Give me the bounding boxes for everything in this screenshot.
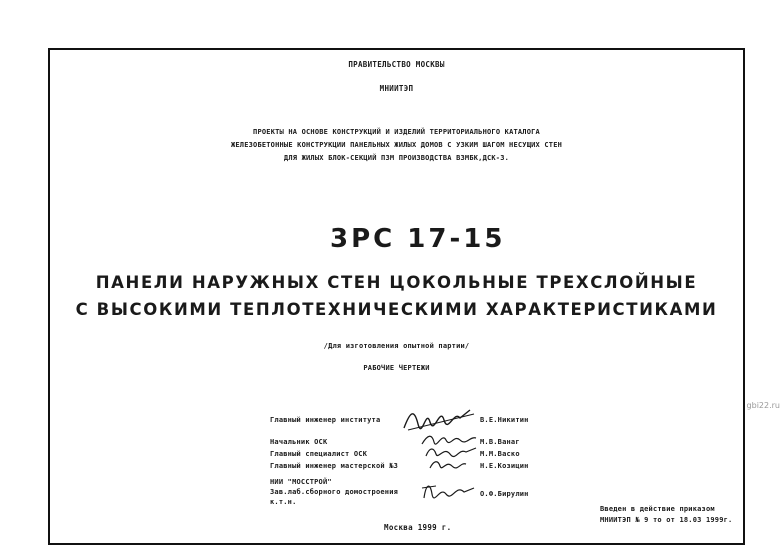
niimosstroy-role-2: к.т.н. (270, 498, 297, 506)
niimosstroy-role-1: Зав.лаб.сборного домостроения (270, 488, 399, 496)
signatory-role-4: Главный инженер мастерской №3 (270, 462, 399, 470)
purpose-note: /Для изготовления опытной партии/ (323, 342, 470, 350)
signatory-name-4: Н.Е.Козицин (480, 462, 529, 470)
niimosstroy-org: НИИ "МОССТРОЙ" (270, 478, 332, 486)
document-code: 3РС 17-15 (330, 224, 506, 254)
drawing-frame (48, 48, 745, 545)
signature-4 (428, 456, 468, 472)
signatory-role-3: Главный специалист ОСК (270, 450, 368, 458)
order-line-1: Введен в действие приказом (600, 505, 715, 513)
signature-5 (420, 480, 478, 502)
niimosstroy-name: О.Ф.Бирулин (480, 490, 529, 498)
signatory-name-3: М.М.Васко (480, 450, 520, 458)
footer-city-year: Москва 1999 г. (384, 523, 452, 532)
signatory-name-1: В.Е.Никитин (480, 416, 529, 424)
signatory-role-1: Главный инженер института (270, 416, 381, 424)
description-line-3: ДЛЯ ЖИЛЫХ БЛОК-СЕКЦИЙ ПЗМ ПРОИЗВОДСТВА ВЗМБК,ДСК-3. (283, 154, 510, 162)
order-line-2: МНИИТЭП № 9 то от 18.03 1999г. (600, 516, 733, 524)
org-line-1: ПРАВИТЕЛЬСТВО МОСКВЫ (348, 60, 445, 69)
signatory-role-2: Начальник ОСК (270, 438, 328, 446)
description-line-2: ЖЕЛЕЗОБЕТОННЫЕ КОНСТРУКЦИИ ПАНЕЛЬНЫХ ЖИЛЫХ ДОМОВ С УЗКИМ ШАГОМ НЕСУЩИХ СТЕН (230, 141, 563, 149)
title-line-1: ПАНЕЛИ НАРУЖНЫХ СТЕН ЦОКОЛЬНЫЕ ТРЕХСЛОЙНЫЕ (95, 273, 698, 292)
signatory-name-2: М.В.Ванаг (480, 438, 520, 446)
document-type: РАБОЧИЕ ЧЕРТЕЖИ (363, 364, 430, 372)
description-line-1: ПРОЕКТЫ НА ОСНОВЕ КОНСТРУКЦИЙ И ИЗДЕЛИЙ ТЕРРИТОРИАЛЬНОГО КАТАЛОГА (253, 128, 540, 136)
watermark: gbi22.ru (746, 401, 780, 410)
org-line-2: МНИИТЭП (379, 84, 414, 93)
title-line-2: С ВЫСОКИМИ ТЕПЛОТЕХНИЧЕСКИМИ ХАРАКТЕРИСТИКАМИ (75, 300, 718, 319)
